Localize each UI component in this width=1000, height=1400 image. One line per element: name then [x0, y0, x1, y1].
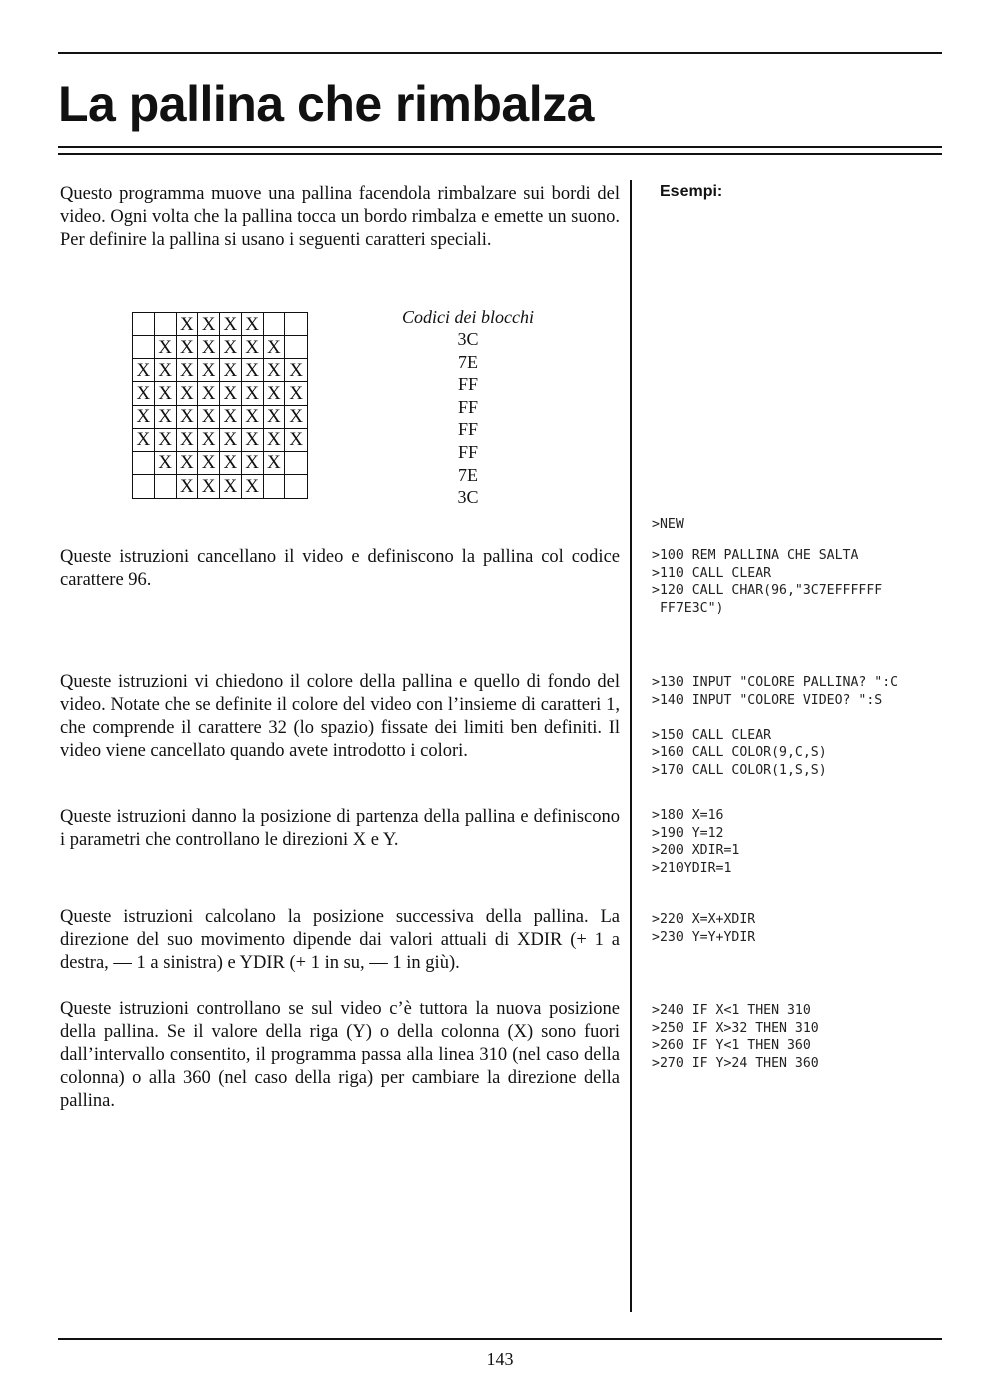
grid-cell-filled: X [220, 313, 242, 336]
grid-cell-filled: X [133, 382, 155, 405]
code-new: >NEW [652, 517, 684, 532]
paragraph-next-position: Queste istruzioni calcolano la posizione successiva della pallina. La direzione del suo movimento dipende dai valori attuali di XDIR (+ 1 a destra, — 1 a sinistra) e YDIR (+ 1 in su, — 1 in giù). [60, 907, 620, 973]
grid-cell-filled: X [198, 452, 220, 475]
block-code: FF [457, 441, 479, 462]
grid-cell-filled: X [133, 359, 155, 382]
grid-cell-filled: X [264, 452, 286, 475]
grid-cell-filled: X [220, 406, 242, 429]
grid-cell-empty [155, 313, 177, 336]
character-block-grid [132, 312, 308, 499]
grid-cell-empty [285, 475, 307, 498]
grid-cell-filled: X [198, 429, 220, 452]
block-code: FF [457, 396, 479, 417]
grid-cell-filled: X [285, 406, 307, 429]
grid-cell-filled: X [155, 452, 177, 475]
grid-cell-filled: X [177, 313, 199, 336]
grid-cell-empty [133, 336, 155, 359]
grid-cell-filled: X [177, 475, 199, 498]
bottom-rule [58, 1338, 942, 1340]
grid-cell-empty [133, 313, 155, 336]
intro-paragraph: Questo programma muove una pallina facendola rimbalzare sui bordi del video. Ogni volta che la pallina tocca un bordo rimbalza e emette un suono. Per definire la pallina si usano i seguenti caratteri speciali. [60, 184, 620, 250]
grid-cell-filled: X [155, 336, 177, 359]
grid-cell-filled: X [220, 336, 242, 359]
title-rule-thick [58, 146, 942, 148]
paragraph-start-position: Queste istruzioni danno la posizione di partenza della pallina e definiscono i parametri che controllano le direzioni X e Y. [60, 807, 620, 850]
grid-cell-empty [155, 475, 177, 498]
grid-cell-filled: X [220, 429, 242, 452]
block-codes-title: Codici dei blocchi [402, 307, 534, 327]
grid-cell-filled: X [242, 382, 264, 405]
grid-cell-filled: X [155, 359, 177, 382]
block-code: 3C [457, 487, 479, 508]
block-code: FF [457, 419, 479, 440]
grid-cell-filled: X [198, 313, 220, 336]
grid-cell-filled: X [177, 336, 199, 359]
grid-cell-filled: X [220, 382, 242, 405]
block-code: FF [457, 374, 479, 395]
grid-cell-filled: X [177, 452, 199, 475]
block-code: 7E [458, 351, 478, 372]
grid-cell-filled: X [242, 429, 264, 452]
code-lines-240-270: >240 IF X<1 THEN 310 >250 IF X>32 THEN 310 >260 IF Y<1 THEN 360 >270 IF Y>24 THEN 360 [652, 1003, 819, 1071]
grid-cell-filled: X [155, 406, 177, 429]
grid-cell-filled: X [220, 475, 242, 498]
page-title: La pallina che rimbalza [58, 76, 594, 132]
grid-cell-filled: X [155, 382, 177, 405]
grid-cell-filled: X [198, 406, 220, 429]
block-codes-list [380, 328, 556, 509]
grid-cell-filled: X [220, 452, 242, 475]
code-lines-130-170: >130 INPUT "COLORE PALLINA? ":C >140 INPUT "COLORE VIDEO? ":S >150 CALL CLEAR >160 CALL COLOR(9,C,S) >170 CALL COLOR(1,S,S) [652, 675, 899, 778]
grid-cell-empty [133, 452, 155, 475]
paragraph-clear-define: Queste istruzioni cancellano il video e definiscono la pallina col codice carattere 96. [60, 547, 620, 590]
grid-cell-filled: X [177, 429, 199, 452]
grid-cell-filled: X [155, 429, 177, 452]
column-divider [630, 180, 632, 1312]
grid-cell-filled: X [133, 406, 155, 429]
grid-cell-filled: X [198, 336, 220, 359]
grid-cell-filled: X [242, 475, 264, 498]
grid-cell-empty [285, 336, 307, 359]
grid-cell-empty [264, 475, 286, 498]
title-rule-thin [58, 153, 942, 155]
grid-cell-filled: X [220, 359, 242, 382]
examples-label: Esempi: [660, 183, 723, 200]
code-lines-100-120: >100 REM PALLINA CHE SALTA >110 CALL CLEAR >120 CALL CHAR(96,"3C7EFFFFFF FF7E3C") [652, 548, 883, 616]
grid-cell-filled: X [285, 382, 307, 405]
grid-cell-filled: X [264, 336, 286, 359]
grid-cell-empty [133, 475, 155, 498]
grid-cell-filled: X [198, 475, 220, 498]
grid-cell-filled: X [177, 406, 199, 429]
grid-cell-empty [285, 452, 307, 475]
block-codes [380, 306, 556, 509]
grid-cell-empty [264, 313, 286, 336]
grid-cell-empty [285, 313, 307, 336]
grid-cell-filled: X [177, 359, 199, 382]
grid-cell-filled: X [264, 429, 286, 452]
grid-cell-filled: X [177, 382, 199, 405]
grid-cell-filled: X [242, 359, 264, 382]
block-code: 3C [457, 329, 479, 349]
grid-cell-filled: X [133, 429, 155, 452]
grid-cell-filled: X [242, 406, 264, 429]
paragraph-colors: Queste istruzioni vi chiedono il colore della pallina e quello di fondo del video. Notate che se definite il colore del video con l’insieme di caratteri 1, che comprende il carattere 32 (lo spazio) fissate dei limiti ben definiti. Il video viene cancellato quando avete introdotto i colori. [60, 672, 620, 761]
grid-cell-filled: X [242, 452, 264, 475]
grid-cell-filled: X [285, 359, 307, 382]
grid-cell-filled: X [198, 382, 220, 405]
block-code: 7E [458, 464, 478, 485]
code-lines-220-230: >220 X=X+XDIR >230 Y=Y+YDIR [652, 912, 756, 945]
grid-cell-filled: X [242, 336, 264, 359]
grid-cell-filled: X [264, 359, 286, 382]
grid-cell-filled: X [264, 406, 286, 429]
paragraph-bounds-check: Queste istruzioni controllano se sul video c’è tuttora la nuova posizione della pallina. Se il valore della riga (Y) o della colonna (X) sono fuori dall’intervallo consentito, il programma passa alla linea 310 (nel caso della colonna) o alla 360 (nel caso della riga) per cambiare la direzione della pallina. [60, 999, 620, 1111]
code-lines-180-210: >180 X=16 >190 Y=12 >200 XDIR=1 >210YDIR=1 [652, 808, 740, 876]
grid-cell-filled: X [242, 313, 264, 336]
top-rule [58, 52, 942, 54]
grid-cell-filled: X [264, 382, 286, 405]
page-number: 143 [486, 1349, 514, 1369]
grid-cell-filled: X [285, 429, 307, 452]
grid-cell-filled: X [198, 359, 220, 382]
